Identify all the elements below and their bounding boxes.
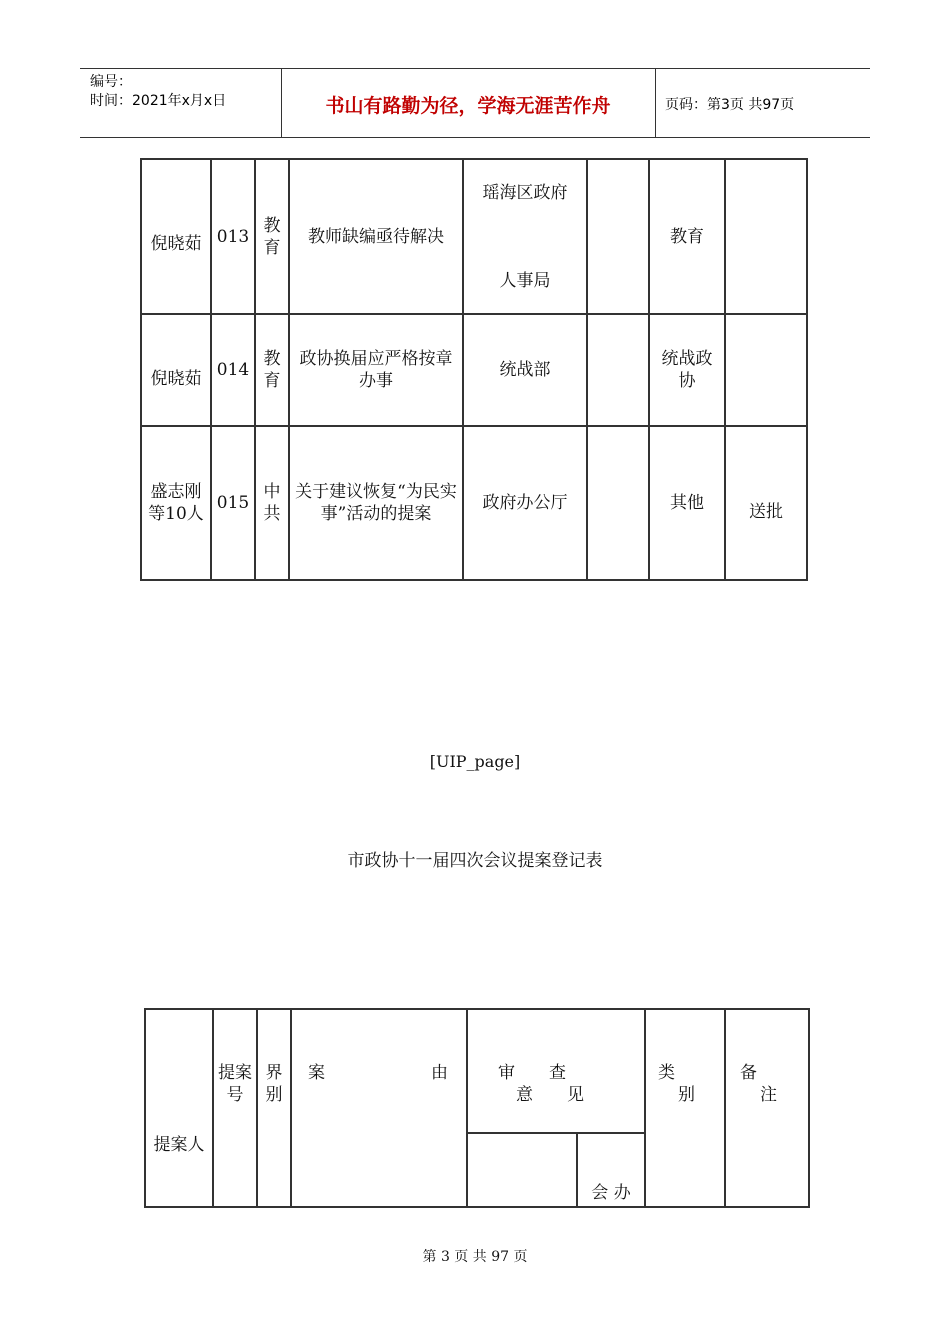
subject-cell: 教师缺编亟待解决	[289, 159, 463, 314]
proposer-cell: 盛志刚等10人	[141, 426, 211, 580]
review-line: 瑶海区政府	[482, 182, 568, 203]
assist-cell	[587, 314, 649, 426]
review-header-line: 审 查	[498, 1063, 566, 1083]
sector-header: 界别	[257, 1009, 291, 1207]
category-cell: 教育	[649, 159, 725, 314]
note-header	[725, 1009, 809, 1207]
subject-header-part: 由	[431, 1063, 448, 1083]
proposer-header: 提案人	[145, 1009, 213, 1207]
header-divider	[655, 69, 656, 137]
proposal-number-cell: 013	[211, 159, 255, 314]
proposal-number-header: 提案号	[213, 1009, 257, 1207]
page-footer: 第 3 页 共 97 页	[422, 1249, 528, 1265]
page-info: 页码：第3页 共97页	[665, 97, 795, 113]
category-header-part: 别	[678, 1085, 695, 1105]
category-cell: 其他	[649, 426, 725, 580]
review-cell: 政府办公厅	[463, 426, 587, 580]
page-header	[80, 68, 870, 138]
note-cell	[725, 159, 807, 314]
header-motto: 书山有路勤为径，学海无涯苦作舟	[325, 95, 611, 117]
category-header-part: 类	[658, 1063, 675, 1083]
subject-header-part: 案	[308, 1063, 325, 1083]
category-cell: 统战政协	[649, 314, 725, 426]
page-marker: [UIP_page]	[429, 752, 521, 771]
proposal-number-cell: 014	[211, 314, 255, 426]
subject-cell: 政协换届应严格按章办事	[289, 314, 463, 426]
table-row	[141, 159, 807, 314]
number-label: 编号：	[90, 74, 132, 90]
proposer-cell: 倪晓茹	[141, 314, 211, 426]
sector-cell: 教育	[255, 159, 289, 314]
assist-header: 会 办	[577, 1133, 645, 1207]
assist-cell	[587, 159, 649, 314]
table-row	[141, 314, 807, 426]
review-subcell	[467, 1133, 577, 1207]
proposal-table	[140, 158, 808, 581]
header-meta	[90, 73, 226, 111]
proposer-cell: 倪晓茹	[141, 159, 211, 314]
sector-cell: 中共	[255, 426, 289, 580]
table-row	[141, 426, 807, 580]
subject-header	[291, 1009, 467, 1207]
sector-cell: 教育	[255, 314, 289, 426]
review-header-line: 意 见	[516, 1085, 584, 1105]
review-line: 人事局	[499, 270, 551, 291]
time-label: 时间：2021年x月x日	[90, 93, 227, 109]
subject-cell: 关于建议恢复“为民实事”活动的提案	[289, 426, 463, 580]
assist-cell	[587, 426, 649, 580]
note-header-part: 备	[740, 1063, 757, 1083]
note-cell: 送批	[725, 426, 807, 580]
review-cell: 统战部	[463, 314, 587, 426]
proposal-number-cell: 015	[211, 426, 255, 580]
review-opinion-header	[467, 1009, 645, 1133]
review-cell	[463, 159, 587, 314]
category-header	[645, 1009, 725, 1207]
registration-form-table	[144, 1008, 810, 1208]
note-cell	[725, 314, 807, 426]
note-header-part: 注	[760, 1085, 777, 1105]
form-title: 市政协十一届四次会议提案登记表	[347, 851, 603, 871]
header-row	[145, 1009, 809, 1133]
